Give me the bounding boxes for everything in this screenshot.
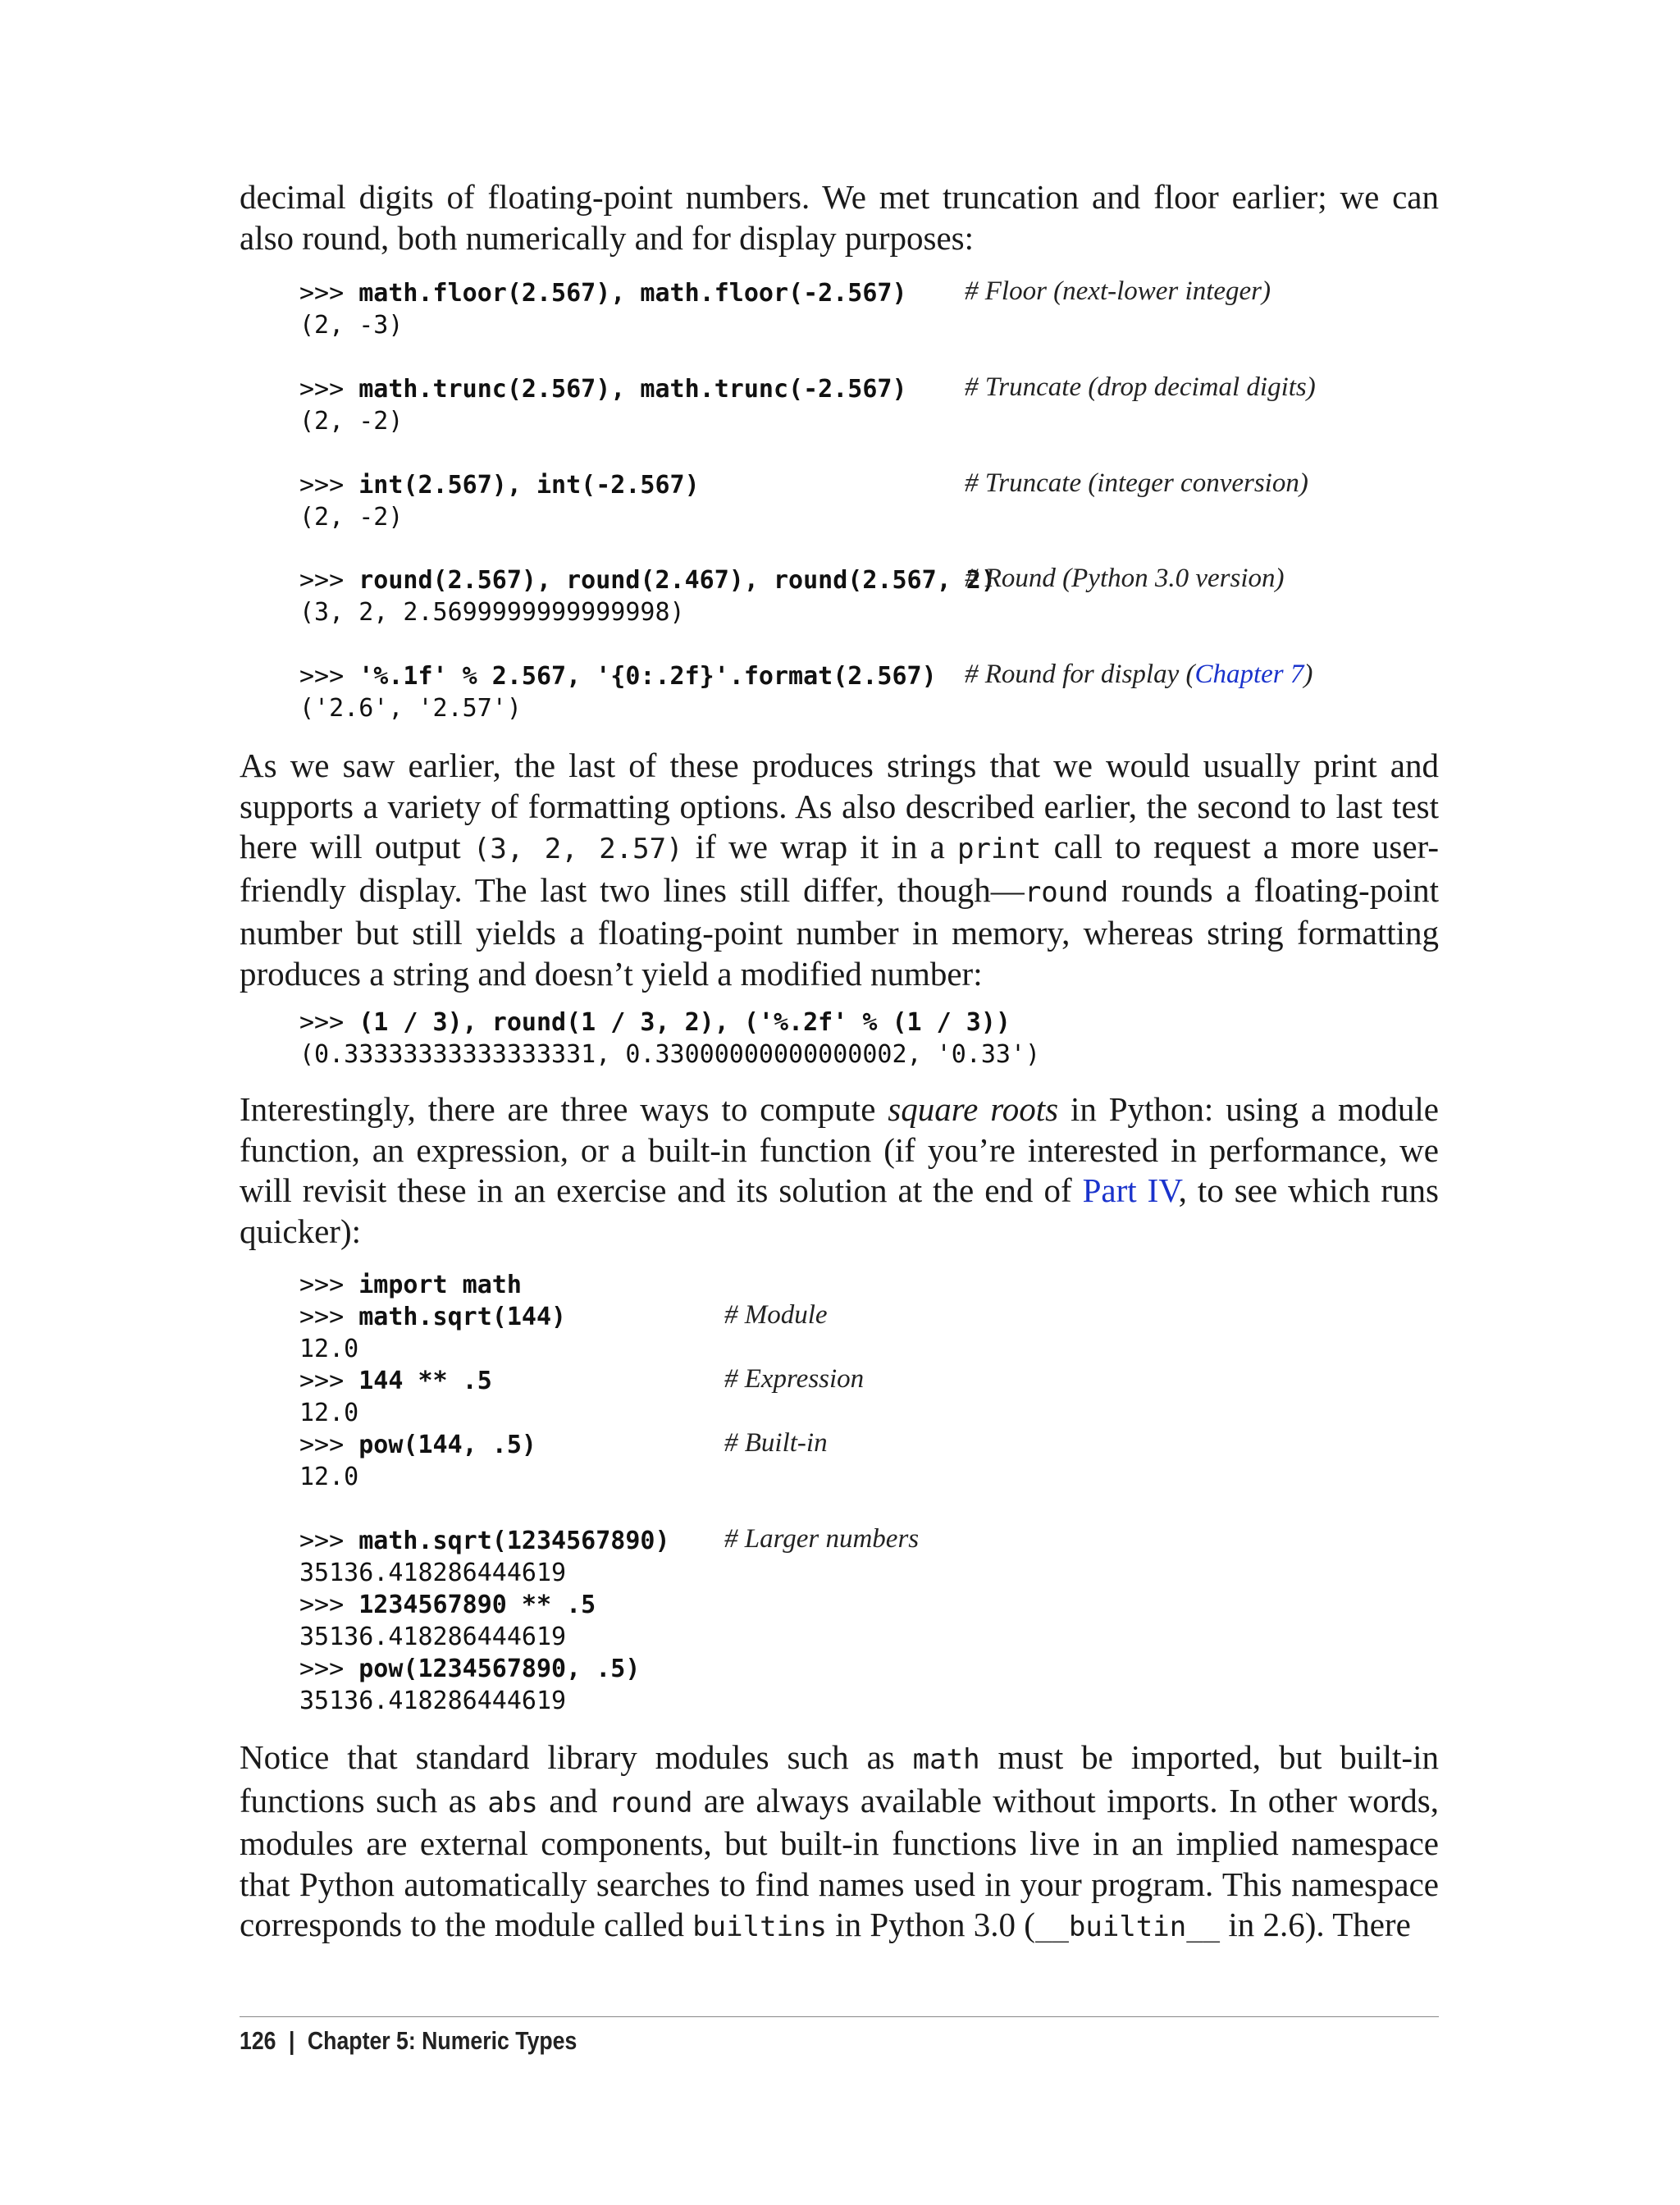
code-comment: # Truncate (drop decimal digits) — [965, 372, 1316, 402]
code-lines: >>> import math >>> math.sqrt(144) 12.0 >>> 144 ** .5 12.0 >>> pow(144, .5) 12.0 — [299, 1271, 567, 1491]
code-line: >>> int(2.567), int(-2.567) (2, -2) — [299, 471, 700, 532]
page-number: 126 — [240, 2026, 276, 2055]
code-comment: # Built-in — [724, 1428, 828, 1458]
page-footer — [240, 2026, 577, 2056]
code-block-one-third: >>> (1 / 3), round(1 / 3, 2), ('%.2f' % (1 / 3)) (0.33333333333333331, 0.33000000000000002, '0.33') — [299, 1008, 1041, 1069]
part-iv-link[interactable]: Part IV — [1082, 1171, 1179, 1209]
code-line: >>> math.floor(2.567), math.floor(-2.567) (2, -3) — [299, 279, 907, 340]
footer-separator: | — [288, 2026, 295, 2055]
paragraph-formatting: As we saw earlier, the last of these produces strings that we would usually print and supports a variety of formatting options. As also described earlier, the second to last test here will output (3, 2, 2.57) if we wrap it in a print call to request a more user-friendly display. The last two lines still differ, though—round rounds a floating-point number but still yields a floating-point number in memory, whereas string formatting produces a string and doesn’t yield a modified number: — [240, 746, 1439, 993]
paragraph-intro — [240, 177, 1439, 258]
code-comment: # Truncate (integer conversion) — [965, 468, 1308, 498]
code-comment: # Module — [724, 1300, 828, 1330]
code-comment: # Round (Python 3.0 version) — [965, 564, 1285, 593]
code-comment: # Round for display (Chapter 7) — [965, 660, 1313, 689]
paragraph-builtins: Notice that standard library modules such as math must be imported, but built-in functions such as abs and round are always available without imports. In other words, modules are external components, but built-in functions live in an implied namespace that Python automatically searches to find names used in your program. This namespace corresponds to the module called builtins in Python 3.0 (__builtin__ in 2.6). There — [240, 1738, 1440, 1943]
code-lines: >>> math.sqrt(1234567890) 35136.418286444619 >>> 1234567890 ** .5 35136.418286444619 >>> pow(1234567890, .5) 35136.418286444619 — [299, 1527, 670, 1715]
chapter-title: Chapter 5: Numeric Types — [307, 2026, 578, 2055]
paragraph-square-roots: Interestingly, there are three ways to compute square roots in Python: using a module function, an expression, or a built-in function (if you’re interested in performance, we will revisit these in an exercise and its solution at the end of Part IV, to see which runs quicker): — [240, 1090, 1440, 1250]
chapter-7-link[interactable]: Chapter 7 — [1194, 660, 1304, 689]
code-comment: # Floor (next-lower integer) — [965, 276, 1271, 306]
code-line: >>> math.trunc(2.567), math.trunc(-2.567) (2, -2) — [299, 375, 907, 436]
code-line: >>> round(2.567), round(2.467), round(2.567, 2) (3, 2, 2.5699999999999998) — [299, 566, 996, 627]
code-comment: # Expression — [724, 1364, 865, 1394]
code-line: >>> '%.1f' % 2.567, '{0:.2f}'.format(2.567) ('2.6', '2.57') — [299, 662, 937, 723]
footer-rule — [240, 2016, 1439, 2017]
paragraph-intro-text: decimal digits of floating-point numbers. We met truncation and floor earlier; we can also round, both numerically and for display purposes: — [240, 178, 1439, 257]
code-comment: # Larger numbers — [724, 1524, 920, 1554]
